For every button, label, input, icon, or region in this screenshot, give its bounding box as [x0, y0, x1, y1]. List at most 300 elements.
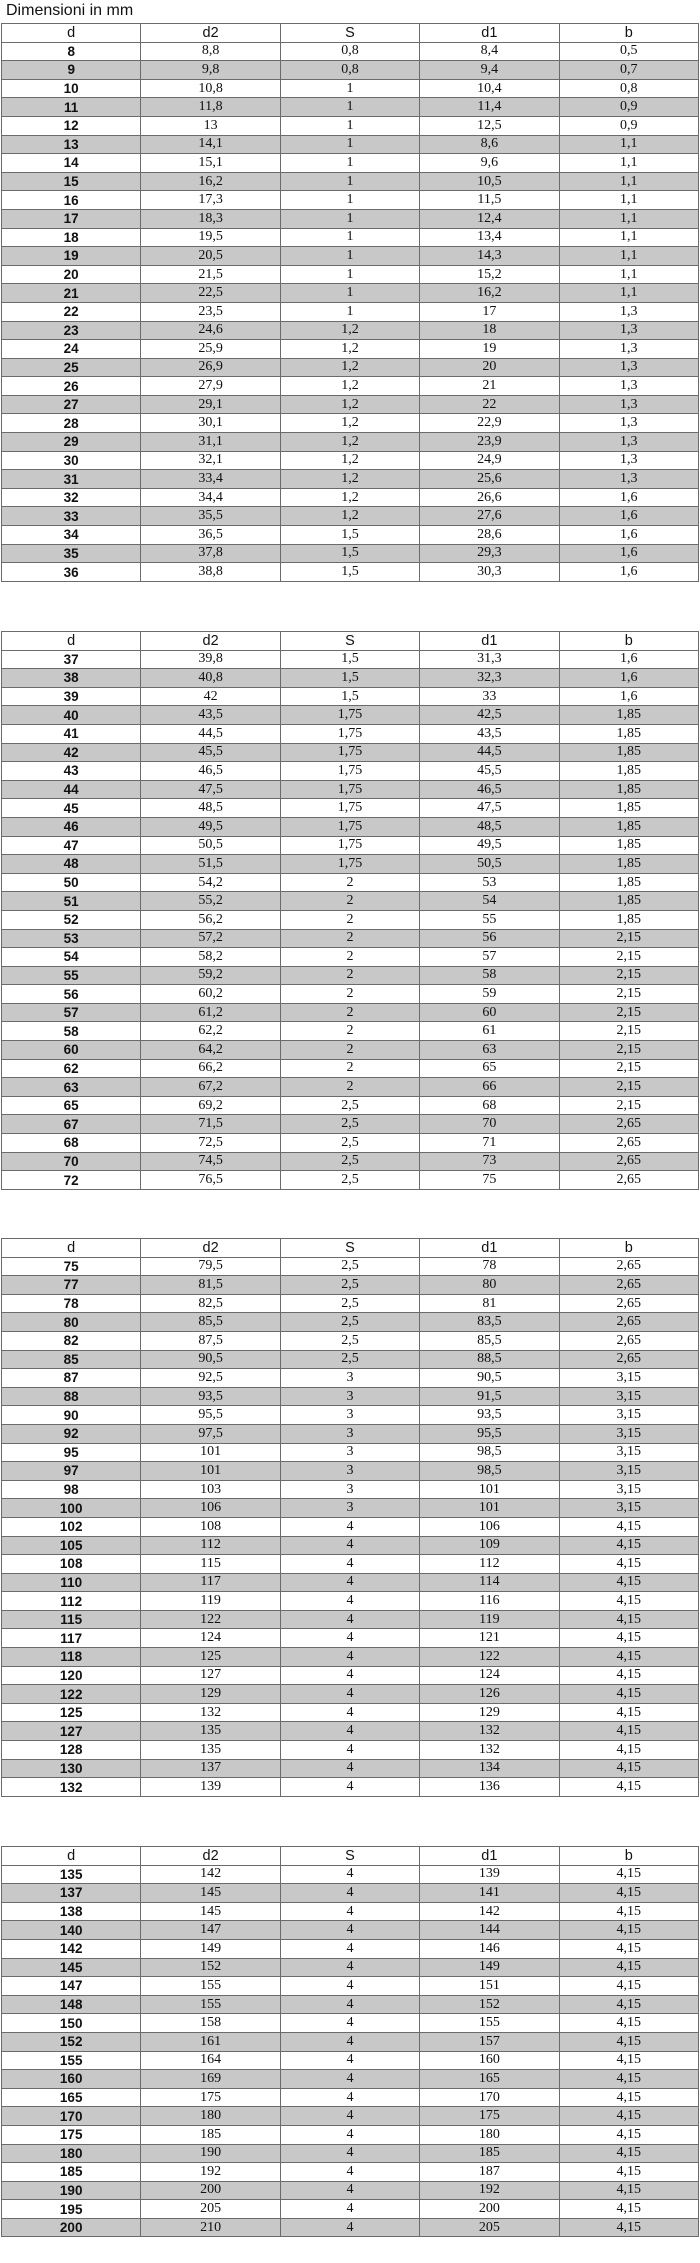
cell-s: 4: [280, 1666, 419, 1685]
cell-d: 180: [2, 2144, 141, 2163]
cell-s: 3: [280, 1406, 419, 1425]
cell-b: 2,65: [559, 1276, 698, 1295]
cell-d1: 149: [420, 1958, 559, 1977]
cell-d2: 10,8: [141, 79, 280, 98]
cell-s: 1,75: [280, 799, 419, 818]
cell-d2: 71,5: [141, 1115, 280, 1134]
cell-b: 0,7: [559, 61, 698, 80]
cell-b: 3,15: [559, 1499, 698, 1518]
cell-d2: 57,2: [141, 929, 280, 948]
cell-b: 1,85: [559, 724, 698, 743]
cell-d1: 54: [420, 892, 559, 911]
cell-b: 2,15: [559, 1096, 698, 1115]
cell-d: 128: [2, 1741, 141, 1760]
cell-s: 4: [280, 1759, 419, 1778]
page-title: Dimensioni in mm: [6, 2, 134, 19]
cell-b: 1,1: [559, 247, 698, 266]
cell-s: 4: [280, 1884, 419, 1903]
cell-d2: 92,5: [141, 1369, 280, 1388]
cell-b: 2,15: [559, 1059, 698, 1078]
dimensions-table-3: [1, 1238, 699, 1797]
cell-d2: 38,8: [141, 563, 280, 582]
table-row: [2, 1480, 699, 1499]
table-row: [2, 1059, 699, 1078]
table-row: [2, 209, 699, 228]
table-row: [2, 836, 699, 855]
cell-d1: 18: [420, 321, 559, 340]
cell-s: 2,5: [280, 1171, 419, 1190]
cell-s: 4: [280, 1778, 419, 1797]
table-row: [2, 669, 699, 688]
cell-d2: 127: [141, 1666, 280, 1685]
cell-d2: 81,5: [141, 1276, 280, 1295]
cell-d1: 88,5: [420, 1350, 559, 1369]
column-header-b: b: [559, 1239, 698, 1258]
cell-s: 1: [280, 302, 419, 321]
cell-d2: 26,9: [141, 358, 280, 377]
cell-s: 1,2: [280, 488, 419, 507]
cell-d2: 11,8: [141, 98, 280, 117]
cell-s: 4: [280, 1555, 419, 1574]
cell-s: 4: [280, 1939, 419, 1958]
cell-d1: 185: [420, 2144, 559, 2163]
cell-d1: 71: [420, 1134, 559, 1153]
cell-d: 170: [2, 2107, 141, 2126]
cell-d1: 55: [420, 910, 559, 929]
cell-s: 2: [280, 910, 419, 929]
cell-d2: 36,5: [141, 526, 280, 545]
cell-d2: 62,2: [141, 1022, 280, 1041]
dimensions-table-2: [1, 631, 699, 1190]
table-row: [2, 724, 699, 743]
table-row: [2, 98, 699, 117]
cell-d: 17: [2, 209, 141, 228]
cell-d2: 76,5: [141, 1171, 280, 1190]
cell-d: 105: [2, 1536, 141, 1555]
cell-s: 4: [280, 1648, 419, 1667]
cell-b: 4,15: [559, 1573, 698, 1592]
table-row: [2, 1331, 699, 1350]
table-row: [2, 2088, 699, 2107]
cell-b: 4,15: [559, 2070, 698, 2089]
table-row: [2, 1022, 699, 1041]
cell-b: 3,15: [559, 1387, 698, 1406]
cell-d: 57: [2, 1003, 141, 1022]
cell-d2: 23,5: [141, 302, 280, 321]
cell-b: 2,15: [559, 1003, 698, 1022]
table-row: [2, 507, 699, 526]
cell-s: 1,75: [280, 743, 419, 762]
table-row: [2, 1939, 699, 1958]
cell-b: 0,5: [559, 42, 698, 61]
cell-d: 23: [2, 321, 141, 340]
cell-d: 155: [2, 2051, 141, 2070]
cell-d: 53: [2, 929, 141, 948]
cell-s: 1,5: [280, 687, 419, 706]
cell-d2: 32,1: [141, 451, 280, 470]
cell-d2: 34,4: [141, 488, 280, 507]
cell-b: 1,6: [559, 687, 698, 706]
cell-s: 4: [280, 2014, 419, 2033]
cell-b: 1,85: [559, 762, 698, 781]
cell-d1: 68: [420, 1096, 559, 1115]
cell-d: 60: [2, 1041, 141, 1060]
cell-d1: 93,5: [420, 1406, 559, 1425]
cell-b: 1,3: [559, 451, 698, 470]
cell-d1: 80: [420, 1276, 559, 1295]
cell-d1: 98,5: [420, 1443, 559, 1462]
cell-d1: 48,5: [420, 817, 559, 836]
cell-d: 51: [2, 892, 141, 911]
cell-s: 2: [280, 985, 419, 1004]
table-row: [2, 1387, 699, 1406]
cell-d2: 200: [141, 2181, 280, 2200]
cell-d1: 119: [420, 1610, 559, 1629]
cell-d1: 26,6: [420, 488, 559, 507]
cell-d1: 29,3: [420, 544, 559, 563]
cell-b: 1,3: [559, 433, 698, 452]
cell-b: 3,15: [559, 1424, 698, 1443]
cell-s: 2: [280, 1078, 419, 1097]
cell-s: 1,2: [280, 507, 419, 526]
cell-b: 2,65: [559, 1152, 698, 1171]
cell-d2: 64,2: [141, 1041, 280, 1060]
cell-s: 1,2: [280, 470, 419, 489]
cell-d: 63: [2, 1078, 141, 1097]
cell-s: 4: [280, 1610, 419, 1629]
cell-b: 4,15: [559, 1884, 698, 1903]
cell-d2: 155: [141, 1977, 280, 1996]
header-row: [2, 632, 699, 651]
table-row: [2, 1865, 699, 1884]
cell-d: 195: [2, 2200, 141, 2219]
table-row: [2, 451, 699, 470]
cell-d1: 132: [420, 1741, 559, 1760]
cell-d1: 33: [420, 687, 559, 706]
cell-d1: 142: [420, 1902, 559, 1921]
cell-s: 1,2: [280, 321, 419, 340]
table-row: [2, 1424, 699, 1443]
cell-d2: 22,5: [141, 284, 280, 303]
cell-d2: 135: [141, 1741, 280, 1760]
cell-d2: 117: [141, 1573, 280, 1592]
cell-b: 2,65: [559, 1350, 698, 1369]
cell-s: 3: [280, 1387, 419, 1406]
cell-b: 4,15: [559, 1517, 698, 1536]
cell-d: 117: [2, 1629, 141, 1648]
cell-b: 2,15: [559, 985, 698, 1004]
cell-d2: 33,4: [141, 470, 280, 489]
table-row: [2, 650, 699, 669]
dimensions-table-4: [1, 1846, 699, 2237]
cell-s: 4: [280, 2032, 419, 2051]
cell-s: 4: [280, 2163, 419, 2182]
cell-s: 4: [280, 1703, 419, 1722]
cell-d2: 101: [141, 1462, 280, 1481]
cell-s: 4: [280, 2051, 419, 2070]
cell-d1: 31,3: [420, 650, 559, 669]
cell-d2: 13: [141, 116, 280, 135]
cell-d1: 23,9: [420, 433, 559, 452]
cell-b: 4,15: [559, 1939, 698, 1958]
cell-b: 1,6: [559, 563, 698, 582]
cell-d: 13: [2, 135, 141, 154]
cell-b: 2,65: [559, 1171, 698, 1190]
cell-b: 4,15: [559, 2218, 698, 2237]
cell-d2: 42: [141, 687, 280, 706]
cell-d2: 122: [141, 1610, 280, 1629]
cell-b: 2,15: [559, 1078, 698, 1097]
cell-d2: 145: [141, 1884, 280, 1903]
cell-b: 1,85: [559, 706, 698, 725]
cell-b: 4,15: [559, 2200, 698, 2219]
cell-d2: 59,2: [141, 966, 280, 985]
cell-d2: 29,1: [141, 395, 280, 414]
cell-d2: 43,5: [141, 706, 280, 725]
cell-d1: 126: [420, 1685, 559, 1704]
cell-s: 1,75: [280, 762, 419, 781]
cell-s: 0,8: [280, 42, 419, 61]
cell-d2: 67,2: [141, 1078, 280, 1097]
table-row: [2, 1685, 699, 1704]
cell-d1: 11,4: [420, 98, 559, 117]
cell-d: 29: [2, 433, 141, 452]
cell-d2: 125: [141, 1648, 280, 1667]
cell-d1: 10,4: [420, 79, 559, 98]
column-header-d2: d2: [141, 24, 280, 43]
cell-d1: 73: [420, 1152, 559, 1171]
table-row: [2, 265, 699, 284]
cell-d2: 101: [141, 1443, 280, 1462]
table-row: [2, 321, 699, 340]
cell-b: 4,15: [559, 2144, 698, 2163]
table-row: [2, 1499, 699, 1518]
table-row: [2, 966, 699, 985]
table-row: [2, 1995, 699, 2014]
table-row: [2, 2032, 699, 2051]
cell-s: 2,5: [280, 1313, 419, 1332]
cell-d: 27: [2, 395, 141, 414]
column-header-d2: d2: [141, 1239, 280, 1258]
cell-d2: 39,8: [141, 650, 280, 669]
cell-d1: 91,5: [420, 1387, 559, 1406]
cell-b: 1,6: [559, 544, 698, 563]
cell-s: 2: [280, 1059, 419, 1078]
cell-s: 4: [280, 1977, 419, 1996]
cell-b: 4,15: [559, 1555, 698, 1574]
cell-b: 4,15: [559, 1666, 698, 1685]
cell-d1: 45,5: [420, 762, 559, 781]
cell-d1: 61: [420, 1022, 559, 1041]
cell-b: 4,15: [559, 2163, 698, 2182]
cell-d: 132: [2, 1778, 141, 1797]
cell-b: 2,65: [559, 1294, 698, 1313]
table-row: [2, 154, 699, 173]
cell-d: 25: [2, 358, 141, 377]
cell-d1: 46,5: [420, 780, 559, 799]
cell-b: 2,65: [559, 1331, 698, 1350]
cell-d: 34: [2, 526, 141, 545]
cell-d: 62: [2, 1059, 141, 1078]
cell-d: 175: [2, 2125, 141, 2144]
cell-b: 1,1: [559, 265, 698, 284]
cell-d: 35: [2, 544, 141, 563]
cell-d1: 95,5: [420, 1424, 559, 1443]
cell-s: 2,5: [280, 1096, 419, 1115]
column-header-d1: d1: [420, 1847, 559, 1866]
cell-s: 1,2: [280, 451, 419, 470]
column-header-s: S: [280, 1847, 419, 1866]
cell-d1: 146: [420, 1939, 559, 1958]
table-row: [2, 1115, 699, 1134]
cell-d: 185: [2, 2163, 141, 2182]
cell-d2: 149: [141, 1939, 280, 1958]
cell-b: 1,6: [559, 650, 698, 669]
cell-s: 4: [280, 2218, 419, 2237]
column-header-b: b: [559, 24, 698, 43]
cell-d1: 160: [420, 2051, 559, 2070]
cell-d1: 22: [420, 395, 559, 414]
cell-d: 190: [2, 2181, 141, 2200]
cell-d: 39: [2, 687, 141, 706]
table-row: [2, 1902, 699, 1921]
cell-d1: 22,9: [420, 414, 559, 433]
table-row: [2, 377, 699, 396]
cell-d: 148: [2, 1995, 141, 2014]
dimensions-table-1: [1, 23, 699, 582]
cell-d: 138: [2, 1902, 141, 1921]
cell-b: 4,15: [559, 2014, 698, 2033]
cell-d2: 152: [141, 1958, 280, 1977]
cell-d2: 74,5: [141, 1152, 280, 1171]
cell-b: 4,15: [559, 2088, 698, 2107]
column-header-s: S: [280, 1239, 419, 1258]
table-row: [2, 544, 699, 563]
cell-d2: 137: [141, 1759, 280, 1778]
cell-d1: 30,3: [420, 563, 559, 582]
cell-d1: 42,5: [420, 706, 559, 725]
cell-d: 20: [2, 265, 141, 284]
cell-b: 3,15: [559, 1443, 698, 1462]
table-row: [2, 873, 699, 892]
cell-b: 1,3: [559, 340, 698, 359]
cell-d2: 8,8: [141, 42, 280, 61]
cell-s: 1,5: [280, 563, 419, 582]
cell-d1: 57: [420, 948, 559, 967]
cell-d1: 187: [420, 2163, 559, 2182]
cell-d2: 175: [141, 2088, 280, 2107]
cell-b: 1,85: [559, 817, 698, 836]
table-row: [2, 1041, 699, 1060]
cell-s: 3: [280, 1443, 419, 1462]
cell-d2: 119: [141, 1592, 280, 1611]
table-row: [2, 433, 699, 452]
cell-d2: 44,5: [141, 724, 280, 743]
cell-d1: 12,4: [420, 209, 559, 228]
cell-d2: 45,5: [141, 743, 280, 762]
cell-b: 1,3: [559, 358, 698, 377]
cell-b: 4,15: [559, 2051, 698, 2070]
cell-b: 1,3: [559, 395, 698, 414]
table-row: [2, 2144, 699, 2163]
cell-b: 4,15: [559, 1592, 698, 1611]
table-row: [2, 1078, 699, 1097]
table-row: [2, 1759, 699, 1778]
cell-d2: 210: [141, 2218, 280, 2237]
cell-d: 97: [2, 1462, 141, 1481]
table-row: [2, 1294, 699, 1313]
table-row: [2, 1517, 699, 1536]
table-row: [2, 135, 699, 154]
cell-d1: 9,4: [420, 61, 559, 80]
cell-d1: 157: [420, 2032, 559, 2051]
column-header-d: d: [2, 632, 141, 651]
cell-d: 122: [2, 1685, 141, 1704]
column-header-s: S: [280, 632, 419, 651]
cell-d: 21: [2, 284, 141, 303]
cell-s: 1,2: [280, 358, 419, 377]
cell-d1: 12,5: [420, 116, 559, 135]
cell-d: 125: [2, 1703, 141, 1722]
cell-b: 1,85: [559, 855, 698, 874]
cell-b: 1,3: [559, 302, 698, 321]
cell-s: 2,5: [280, 1115, 419, 1134]
cell-b: 1,1: [559, 284, 698, 303]
cell-s: 1: [280, 154, 419, 173]
cell-d: 52: [2, 910, 141, 929]
table-row: [2, 340, 699, 359]
table-row: [2, 799, 699, 818]
header-row: [2, 1847, 699, 1866]
cell-d1: 170: [420, 2088, 559, 2107]
cell-d2: 56,2: [141, 910, 280, 929]
table-row: [2, 1171, 699, 1190]
cell-b: 4,15: [559, 2125, 698, 2144]
cell-b: 2,15: [559, 1022, 698, 1041]
cell-b: 4,15: [559, 1685, 698, 1704]
cell-d: 15: [2, 172, 141, 191]
table-row: [2, 1257, 699, 1276]
cell-d: 160: [2, 2070, 141, 2089]
cell-d: 50: [2, 873, 141, 892]
table-row: [2, 1648, 699, 1667]
cell-s: 1,2: [280, 395, 419, 414]
cell-d: 142: [2, 1939, 141, 1958]
cell-d: 16: [2, 191, 141, 210]
cell-d1: 13,4: [420, 228, 559, 247]
cell-s: 1: [280, 79, 419, 98]
cell-d: 88: [2, 1387, 141, 1406]
cell-b: 4,15: [559, 1610, 698, 1629]
cell-d: 38: [2, 669, 141, 688]
cell-s: 4: [280, 1573, 419, 1592]
cell-d2: 31,1: [141, 433, 280, 452]
cell-d: 18: [2, 228, 141, 247]
cell-b: 1,6: [559, 669, 698, 688]
cell-d2: 155: [141, 1995, 280, 2014]
cell-d2: 97,5: [141, 1424, 280, 1443]
cell-d: 45: [2, 799, 141, 818]
cell-b: 1,3: [559, 377, 698, 396]
cell-d1: 134: [420, 1759, 559, 1778]
table-row: [2, 855, 699, 874]
cell-s: 2: [280, 966, 419, 985]
cell-s: 0,8: [280, 61, 419, 80]
cell-d2: 27,9: [141, 377, 280, 396]
cell-d1: 112: [420, 1555, 559, 1574]
cell-d1: 58: [420, 966, 559, 985]
cell-d2: 16,2: [141, 172, 280, 191]
